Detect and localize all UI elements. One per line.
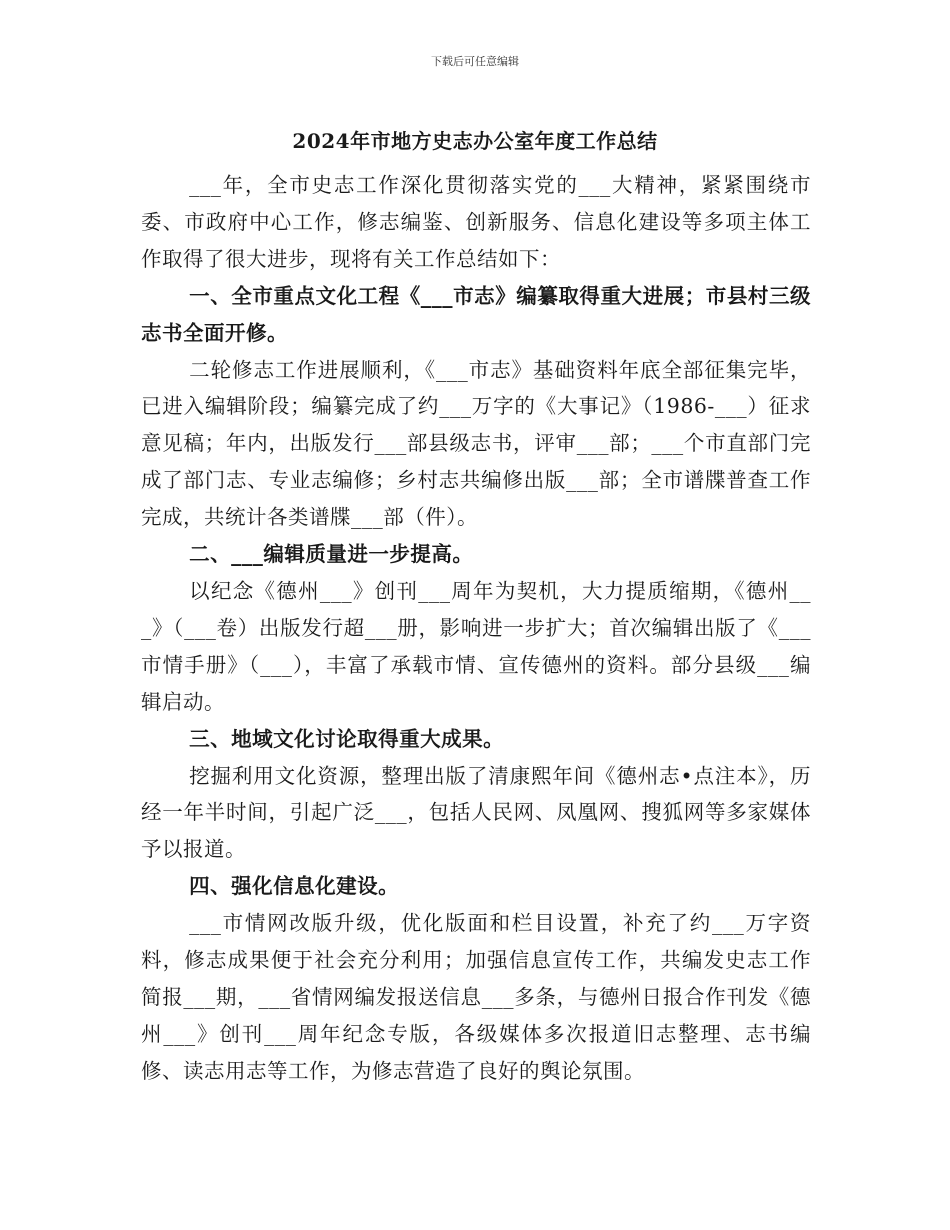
paragraph-intro: ___年，全市史志工作深化贯彻落实党的___大精神，紧紧围绕市委、市政府中心工作，修志编鉴、创新服务、信息化建设等多项主体工作取得了很大进步，现将有关工作总结如下：: [141, 173, 811, 271]
paragraph-section-1: 二轮修志工作进展顺利，《___市志》基础资料年底全部征集完毕，已进入编辑阶段；编纂完成了约___万字的《大事记》（1986-___）征求意见稿；年内，出版发行___部县级志书，评审___部；___个市直部门完成了部门志、专业志编修；乡村志共编修出版___部；全市谱牒普查工作完成，共统计各类谱牒___部（件）。: [141, 357, 811, 530]
paragraph-section-4: ___市情网改版升级，优化版面和栏目设置，补充了约___万字资料，修志成果便于社会充分利用；加强信息宣传工作，共编发史志工作简报___期，___省情网编发报送信息___多条，与德州日报合作刊发《德州___》创刊___周年纪念专版，各级媒体多次报道旧志整理、志书编修、读志用志等工作，为修志营造了良好的舆论氛围。: [141, 911, 811, 1083]
paragraph-section-2: 以纪念《德州___》创刊___周年为契机，大力提质缩期，《德州___》（___卷）出版发行超___册，影响进一步扩大；首次编辑出版了《___市情手册》（___），丰富了承载市情、宣传德州的资料。部分县级___编辑启动。: [141, 578, 811, 714]
section-heading-3: 三、地域文化讨论取得重大成果。: [189, 726, 505, 751]
section-heading-4: 四、强化信息化建设。: [189, 874, 400, 899]
header-note: 下载后可任意编辑: [431, 55, 519, 68]
paragraph-section-3: 挖掘利用文化资源，整理出版了清康熙年间《德州志•点注本》，历经一年半时间，引起广泛___，包括人民网、凤凰网、搜狐网等多家媒体予以报道。: [141, 763, 811, 862]
document-title: 2024年市地方史志办公室年度工作总结: [292, 129, 658, 153]
section-heading-1: 一、全市重点文化工程《___市志》编纂取得重大进展；市县村三级志书全面开修。: [141, 283, 811, 345]
document-body: [141, 167, 811, 1090]
section-heading-2: 二、___编辑质量进一步提高。: [189, 542, 474, 567]
